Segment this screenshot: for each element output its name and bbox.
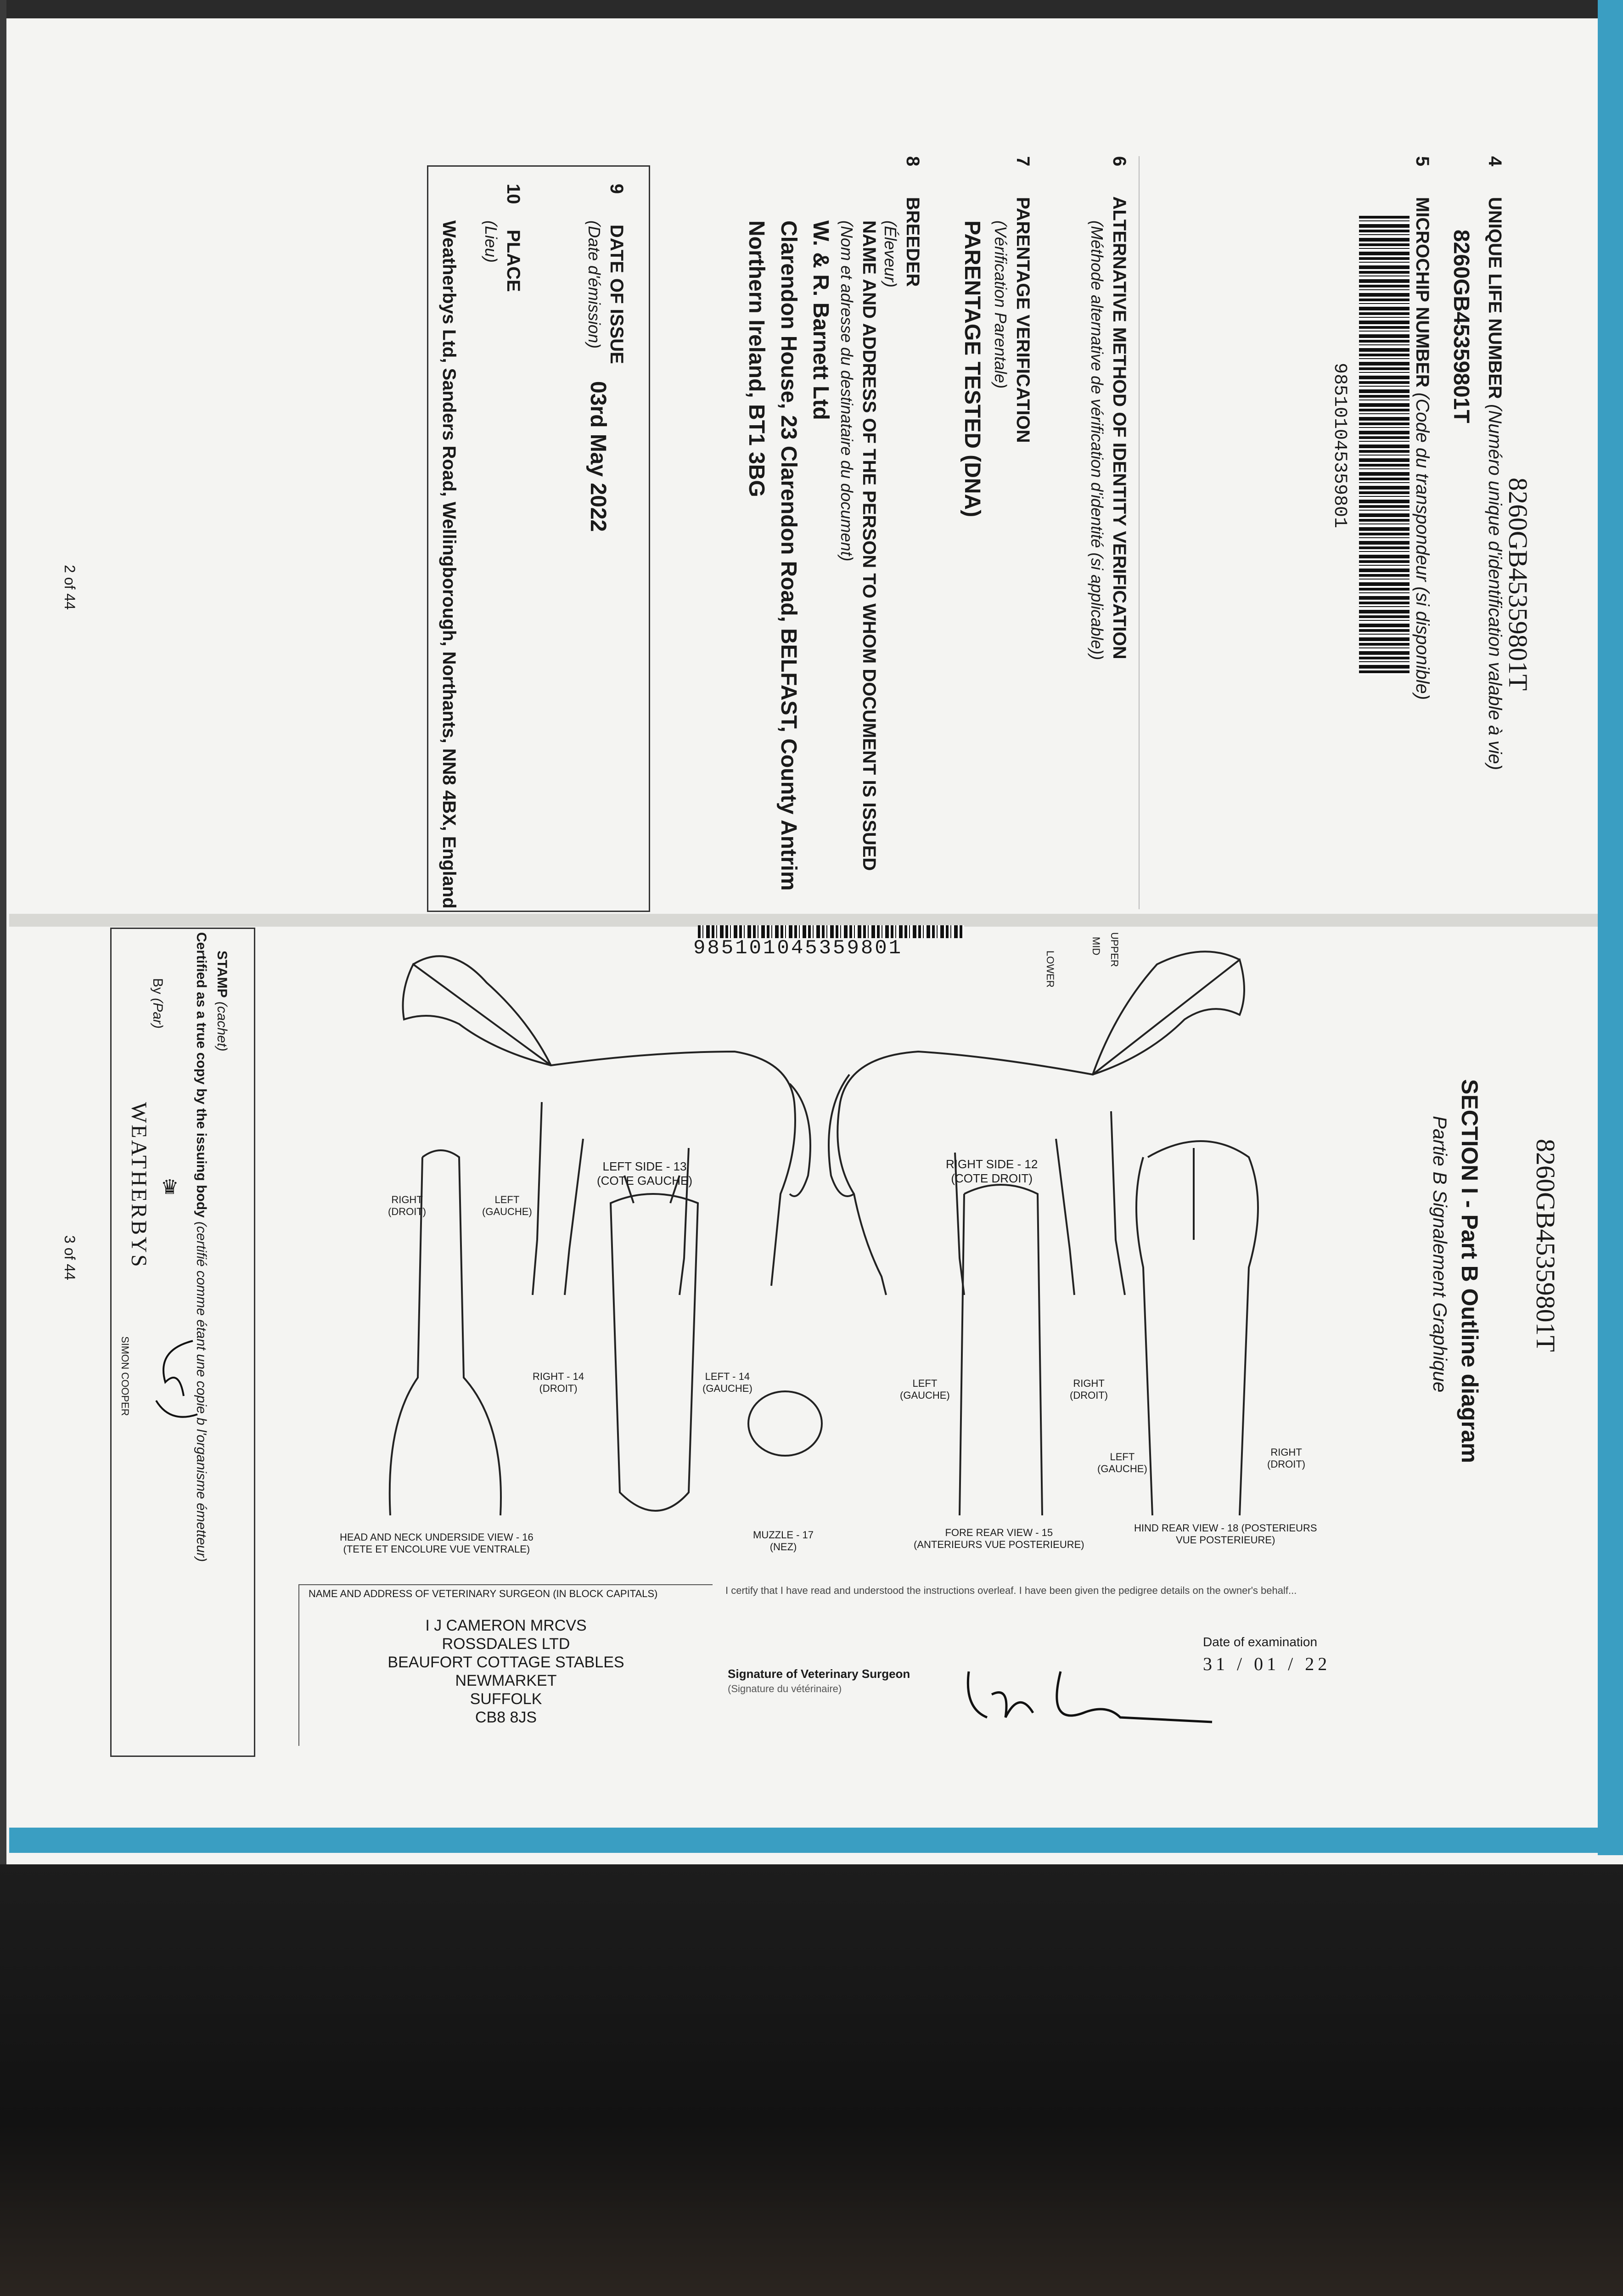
barcode-number: 985101045359801 (693, 937, 903, 960)
item-number: 5 (1412, 156, 1432, 167)
vet-address-line: BEAUFORT COTTAGE STABLES (387, 1654, 624, 1671)
label-right-underside: RIGHT (DROIT) (388, 1194, 427, 1217)
label-mid: MID (1090, 937, 1102, 956)
label-left-underside: LEFT (GAUCHE) (482, 1194, 532, 1217)
vet-signature (955, 1653, 1230, 1745)
item-number: 10 (503, 184, 523, 204)
place-fr: (Lieu) (482, 220, 500, 263)
place-label: PLACE (503, 230, 523, 292)
breeder-address-2: Northern Ireland, BT1 3BG (744, 220, 769, 497)
parentage-label: PARENTAGE VERIFICATION (1013, 197, 1033, 443)
issued-to-fr: (Nom et adresse du destinataire du document) (837, 220, 856, 562)
label-left-fore: LEFT (GAUCHE) (900, 1378, 950, 1401)
by-label: By (Par) (150, 978, 165, 1029)
vet-address-box (298, 1584, 713, 1746)
label-left-hind: LEFT (GAUCHE) (1097, 1451, 1147, 1474)
vet-signature-sub: (Signature du vétérinaire) (728, 1683, 842, 1694)
microchip-number: 985101045359801 (1329, 363, 1350, 529)
weatherbys-logo: WEATHERBYS (127, 1102, 151, 1269)
item-number: 8 (903, 156, 923, 167)
stamp-label: STAMP (cachet) (214, 951, 230, 1052)
item-number: 9 (607, 184, 627, 194)
section-title: SECTION I - Part B Outline diagram (1457, 1079, 1483, 1463)
label-hind-rear: HIND REAR VIEW - 18 (POSTERIEURS VUE POSTERIEURE) (1134, 1522, 1317, 1546)
label-upper: UPPER (1109, 932, 1120, 967)
doc-id-header: 8260GB45359801T (1503, 478, 1533, 691)
date-of-issue-fr: (Date d'émission) (585, 220, 604, 349)
certifier-name: SIMON COOPER (119, 1336, 131, 1416)
vet-town: NEWMARKET (455, 1672, 557, 1689)
date-of-exam-value: 31 / 01 / 22 (1203, 1654, 1331, 1674)
label-right-14: RIGHT - 14 (DROIT) (533, 1371, 584, 1394)
certified-text: Certified as a true copy by the issuing body (certifié comme étant une copie b l'organisme émetteur) (194, 932, 209, 1562)
crown-icon: ♛ (161, 1176, 179, 1199)
place-value: Weatherbys Ltd, Sanders Road, Wellingborough, Northants, NN8 4BX, England (439, 220, 459, 909)
item-number: 7 (1013, 156, 1033, 167)
label-left-14: LEFT - 14 (GAUCHE) (702, 1371, 753, 1394)
page-number-right: 3 of 44 (62, 1235, 78, 1280)
label-head-neck: HEAD AND NECK UNDERSIDE VIEW - 16 (TETE ET ENCOLURE VUE VENTRALE) (340, 1531, 534, 1555)
vet-declaration: I certify that I have read and understood the instructions overleaf. I have been given the pedigree details on the owner's behalf... (725, 1585, 1297, 1596)
date-of-issue-label: DATE OF ISSUE (607, 224, 627, 364)
parentage-value: PARENTAGE TESTED (DNA) (960, 220, 984, 518)
breeder-name: W. & R. Barnett Ltd (809, 220, 833, 420)
vet-name: I J CAMERON MRCVS (425, 1617, 587, 1634)
label-right-side: RIGHT SIDE - 12 (COTE DROIT) (946, 1157, 1038, 1185)
breeder-fr: (Éleveur) (881, 220, 900, 288)
label-right-fore: RIGHT (DROIT) (1070, 1378, 1108, 1401)
issued-to-label: NAME AND ADDRESS OF THE PERSON TO WHOM DOCUMENT IS ISSUED (859, 220, 879, 871)
vet-postcode: CB8 8JS (475, 1709, 537, 1726)
vet-signature-label: Signature of Veterinary Surgeon (728, 1667, 910, 1681)
date-of-issue-value: 03rd May 2022 (586, 381, 610, 532)
label-right-hind: RIGHT (DROIT) (1267, 1446, 1306, 1470)
section-subtitle: Partie B Signalement Graphique (1429, 1116, 1451, 1393)
label-muzzle: MUZZLE - 17 (NEZ) (753, 1529, 814, 1553)
certifier-signature (138, 1332, 211, 1433)
doc-id-header-right: 8260GB45359801T (1531, 1139, 1561, 1352)
vet-address (299, 1603, 713, 1727)
label-fore-rear: FORE REAR VIEW - 15 (ANTERIEURS VUE POSTERIEURE) (914, 1527, 1084, 1550)
page-number-left: 2 of 44 (62, 565, 78, 610)
date-of-exam-label: Date of examination (1203, 1635, 1318, 1649)
label-left-side: LEFT SIDE - 13 (COTE GAUCHE) (597, 1159, 692, 1187)
unique-life-number-label: UNIQUE LIFE NUMBER (1485, 197, 1505, 399)
unique-life-number-value: 8260GB45359801T (1449, 230, 1473, 423)
microchip-fr: (Code du transpondeur (si disponible) (1412, 392, 1432, 700)
unique-life-number-fr: (Numéro unique d'identification valable à vie) (1485, 404, 1505, 771)
vet-box-label: NAME AND ADDRESS OF VETERINARY SURGEON (IN BLOCK CAPITALS) (309, 1588, 658, 1599)
alt-verification-label: ALTERNATIVE METHOD OF IDENTITY VERIFICATION (1109, 196, 1129, 659)
label-lower: LOWER (1045, 951, 1056, 988)
item-number: 6 (1109, 156, 1129, 167)
item-number: 4 (1485, 156, 1505, 167)
parentage-fr: (Vérification Parentale) (991, 220, 1010, 389)
item-5: 5 MICROCHIP NUMBER (Code du transpondeur (si disponible) (1412, 156, 1432, 700)
vet-practice: ROSSDALES LTD (442, 1635, 570, 1653)
alt-verification-fr: (Méthode alternative de vérification d'identité (si applicable)) (1088, 220, 1106, 660)
breeder-address-1: Clarendon House, 23 Clarendon Road, BELFAST, County Antrim (776, 220, 801, 891)
vet-county: SUFFOLK (470, 1690, 542, 1708)
breeder-label: BREEDER (903, 197, 923, 287)
